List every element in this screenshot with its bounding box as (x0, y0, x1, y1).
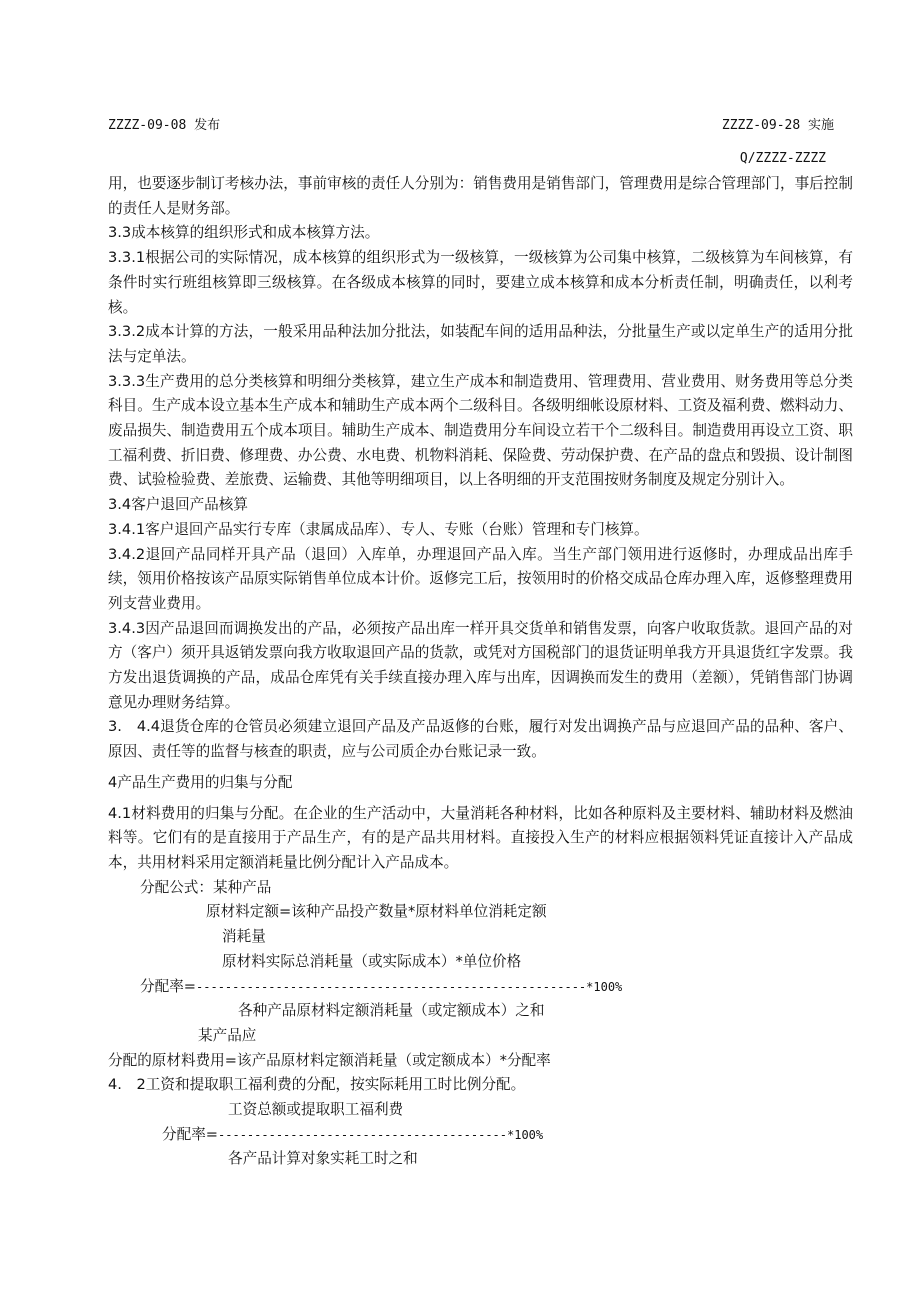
paragraph: 3.3.2成本计算的方法，一般采用品种法加分批法，如装配车间的适用品种法，分批量生产或以定单生产的适用分批法与定单法。 (108, 323, 853, 365)
implement-date: ZZZZ-09-28 实施 (721, 118, 834, 133)
paragraph: 用，也要逐步制订考核办法，事前审核的责任人分别为：销售费用是销售部门，管理费用是综合管理部门，事后控制的责任人是财务部。 (108, 175, 853, 217)
formula-quota: 原材料定额=该种产品投产数量*原材料单位消耗定额 (206, 903, 547, 921)
formula-ratio-line (108, 975, 853, 1000)
paragraph: 3. 4.4退货仓库的仓管员必须建立退回产品及产品返修的台账，履行对发出调换产品与应退回产品的品种、客户、原因、责任等的监督与核查的职责，应与公司质企办台账记录一致。 (108, 718, 853, 761)
fraction-bar: ------------------------------------------------------ (196, 979, 587, 994)
formula2-ratio-line (108, 1123, 853, 1148)
publish-date: ZZZZ-09-08 发布 (108, 118, 221, 133)
section-heading-3-4: 3.4客户退回产品核算 (108, 496, 248, 514)
paragraph: 4.1材料费用的归集与分配。在企业的生产活动中，大量消耗各种材料，比如各种原料及主要材料、辅助材料及燃油料等。它们有的是直接用于产品生产，有的是产品共用材料。直接投入生产的材料应根据领料凭证直接计入产品成本，共用材料采用定额消耗量比例分配计入产品成本。 (108, 804, 853, 871)
section-heading-4: 4产品生产费用的归集与分配 (108, 773, 293, 791)
paragraph: 3.3.3生产费用的总分类核算和明细分类核算，建立生产成本和制造费用、管理费用、营业费用、财务费用等总分类科目。生产成本设立基本生产成本和辅助生产成本两个二级科目。各级明细帐设原材料、工资及福利费、燃料动力、废品损失、制造费用五个成本项目。辅助生产成本、制造费用分车间设立若干个二级科目。制造费用再设立工资、职工福利费、折旧费、修理费、办公费、水电费、机物料消耗、保险费、劳动保护费、在产品的盘点和毁损、设计制图费、试验检验费、差旅费、运输费、其他等明细项目，以上各明细的开支范围按财务制度及规定分别计入。 (108, 372, 853, 489)
paragraph: 3.4.2退回产品同样开具产品（退回）入库单，办理退回产品入库。当生产部门领用进行返修时，办理成品出库手续，领用价格按该产品原实际销售单位成本计价。返修完工后，按领用时的价格交成品仓库办理入库，返修整理费用列支营业费用。 (108, 545, 853, 612)
formula-allocation: 分配的原材料费用=该产品原材料定额消耗量（或定额成本）*分配率 (108, 1051, 551, 1069)
fraction-bar: ---------------------------------------- (218, 1127, 507, 1142)
section-heading-4-2: 4. 2工资和提取职工福利费的分配，按实际耗用工时比例分配。 (108, 1076, 526, 1094)
formula-product-should: 某产品应 (198, 1026, 257, 1044)
wage-allocation-formula (108, 1098, 853, 1172)
paragraph: 3.3.1根据公司的实际情况，成本核算的组织形式为一级核算，一级核算为公司集中核算，二级核算为车间核算，有条件时实行班组核算即三级核算。在各级成本核算的同时，要建立成本核算和成本分析责任制，明确责任，以利考核。 (108, 249, 853, 316)
formula-denominator: 各种产品原材料定额消耗量（或定额成本）之和 (238, 1002, 545, 1020)
ratio-percent: *100% (586, 979, 623, 994)
ratio-percent: *100% (507, 1127, 544, 1142)
formula2-denominator: 各产品计算对象实耗工时之和 (228, 1150, 418, 1168)
formula-consumption: 消耗量 (222, 928, 266, 946)
paragraph: 3.4.3因产品退回而调换发出的产品，必须按产品出库一样开具交货单和销售发票，向客户收取货款。退回产品的对方（客户）须开具返销发票向我方收取退回产品的货款，或凭对方国税部门的退货证明单我方开具退货红字发票。我方发出退货调换的产品，成品仓库凭有关手续直接办理入库与出库，因调换而发生的费用（差额），凭销售部门协调意见办理财务结算。 (108, 619, 853, 711)
ratio-label: 分配率= (140, 977, 197, 995)
formula-intro: 分配公式：某种产品 (140, 878, 272, 896)
formula2-numerator: 工资总额或提取职工福利费 (228, 1101, 404, 1119)
section-heading-3-3: 3.3成本核算的组织形式和成本核算方法。 (108, 224, 380, 242)
document-body (108, 172, 853, 1172)
formula-numerator: 原材料实际总消耗量（或实际成本）*单位价格 (222, 952, 522, 970)
standard-code: Q/ZZZZ-ZZZZ (739, 151, 826, 166)
ratio-label: 分配率= (162, 1125, 219, 1143)
paragraph: 3.4.1客户退回产品实行专库（隶属成品库）、专人、专账（台账）管理和专门核算。 (108, 520, 649, 538)
material-allocation-formula (108, 876, 853, 1074)
